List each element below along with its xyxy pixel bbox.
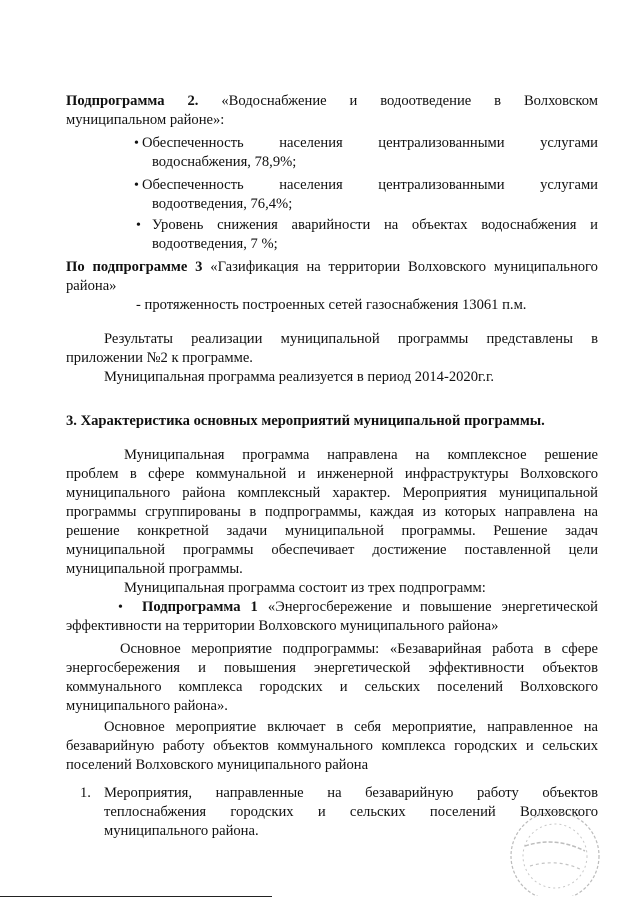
section3-consists: Муниципальная программа состоит из трех подпрограмм:: [124, 580, 486, 596]
section3-para1-line6: муниципальной программы обеспечивает достижение поставленной цели: [66, 542, 598, 558]
sub2-heading-rest: «Водоснабжение и водоотведение в Волховском: [221, 93, 598, 109]
sub2-item-2-line1: Обеспеченность населения централизованными услугами: [142, 177, 598, 193]
includes-line3: поселений Волховского муниципального района: [66, 757, 369, 773]
section3-para1-line7: муниципальной программы.: [66, 561, 243, 577]
sub2-item-3-line2: водоотведения, 7 %;: [152, 236, 278, 252]
main-event-line1: Основное мероприятие подпрограммы: «Безаварийная работа в сфере: [120, 641, 598, 657]
main-event-line2: энергосбережения и повышения энергетической эффективности объектов: [66, 660, 598, 676]
sub2-item-2-line2: водоотведения, 76,4%;: [152, 196, 293, 212]
sub3-heading-cont: района»: [66, 278, 117, 294]
sub1-heading-bold: Подпрограмма 1: [142, 599, 258, 615]
section3-para1-line2: проблем в сфере коммунальной и инженерной инфраструктуры Волховского: [66, 466, 598, 482]
results-period: Муниципальная программа реализуется в период 2014-2020г.г.: [104, 369, 494, 385]
sub3-heading: [66, 258, 598, 277]
sub2-bullet-3: •: [136, 218, 141, 233]
stamp-mark: [470, 796, 620, 896]
footer-rule: [0, 896, 272, 897]
list-item-line1: Мероприятия, направленные на безаварийную работу объектов: [104, 785, 598, 801]
section3-para1-line4: программы сгруппированы в подпрограммы, каждая из которых направлена на: [66, 504, 598, 520]
sub3-heading-rest: «Газификация на территории Волховского муниципального: [210, 259, 598, 275]
section3-para1-line3: муниципального района комплексный характер. Мероприятия муниципальной: [66, 485, 598, 501]
sub1-heading: [142, 598, 598, 617]
section3-title: 3. Характеристика основных мероприятий муниципальной программы.: [66, 413, 545, 429]
section3-para1-line1: Муниципальная программа направлена на комплексное решение: [124, 447, 598, 463]
list-item-line3: муниципального района.: [104, 823, 259, 839]
sub2-bullet-1: •: [134, 136, 139, 151]
sub2-heading: [66, 92, 598, 111]
sub2-item-1-line1: Обеспеченность населения централизованными услугами: [142, 135, 598, 151]
list-item-line2: теплоснабжения городских и сельских поселений Волховского: [104, 804, 598, 820]
main-event-line4: муниципального района».: [66, 698, 228, 714]
sub2-heading-bold: Подпрограмма 2.: [66, 93, 199, 109]
sub2-item-1-line2: водоснабжения, 78,9%;: [152, 154, 297, 170]
list-number: 1.: [80, 785, 91, 801]
results-line2: приложении №2 к программе.: [66, 350, 253, 366]
section3-para1-line5: решение конкретной задачи муниципальной программы. Решение задач: [66, 523, 598, 539]
sub2-bullet-2: •: [134, 178, 139, 193]
sub3-item: - протяженность построенных сетей газоснабжения 13061 п.м.: [136, 297, 527, 313]
includes-line1: Основное мероприятие включает в себя мероприятие, направленное на: [104, 719, 598, 735]
results-line1: Результаты реализации муниципальной программы представлены в: [104, 331, 598, 347]
sub1-heading-rest: «Энергосбережение и повышение энергетической: [267, 599, 598, 615]
includes-line2: безаварийную работу объектов коммунального комплекса городских и сельских: [66, 738, 598, 754]
sub3-heading-bold: По подпрограмме 3: [66, 259, 203, 275]
sub1-heading-cont: эффективности на территории Волховского муниципального района»: [66, 618, 499, 634]
main-event-line3: коммунального комплекса городских и сельских поселений Волховского: [66, 679, 598, 695]
sub2-item-3-line1: Уровень снижения аварийности на объектах водоснабжения и: [152, 217, 598, 233]
sub2-heading-cont: муниципальном районе»:: [66, 112, 225, 128]
sub1-bullet: •: [118, 600, 123, 615]
